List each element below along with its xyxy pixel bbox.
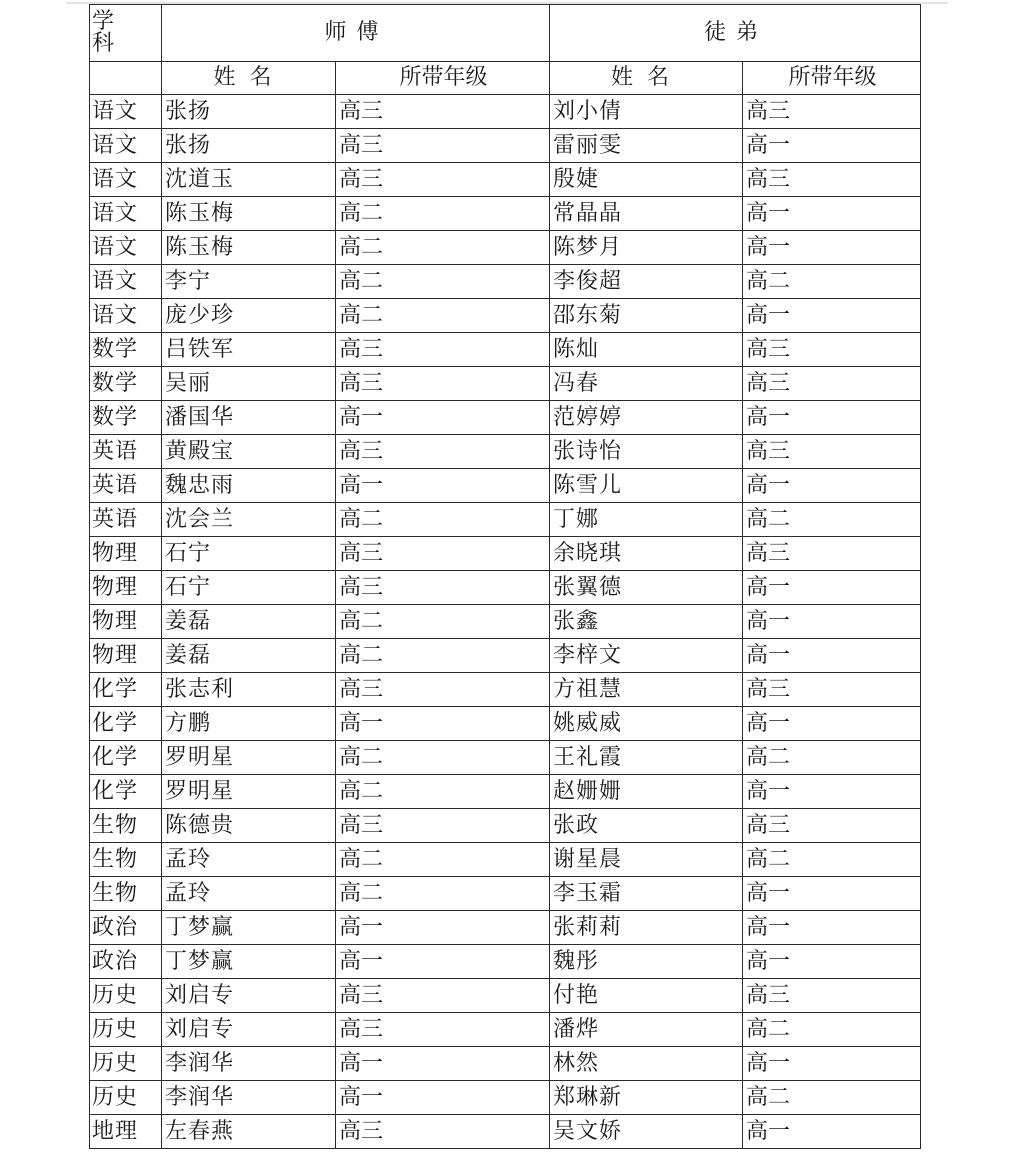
subject-cell: 物理 <box>90 537 162 571</box>
master-grade-header: 所带年级 <box>336 62 550 95</box>
subject-cell: 数学 <box>90 367 162 401</box>
subject-cell: 语文 <box>90 129 162 163</box>
subject-cell: 化学 <box>90 775 162 809</box>
subject-subheader-blank <box>90 62 162 95</box>
master-name-cell: 潘国华 <box>162 401 336 435</box>
master-name-cell: 刘启专 <box>162 1013 336 1047</box>
table-row <box>90 537 921 571</box>
subject-cell: 地理 <box>90 1115 162 1149</box>
master-name-cell: 黄殿宝 <box>162 435 336 469</box>
apprentice-grade-cell: 高三 <box>743 163 921 197</box>
table-row <box>90 673 921 707</box>
apprentice-grade-cell: 高三 <box>743 673 921 707</box>
master-name-cell: 丁梦赢 <box>162 945 336 979</box>
apprentice-grade-cell: 高一 <box>743 707 921 741</box>
table-row <box>90 333 921 367</box>
master-grade-cell: 高二 <box>336 843 550 877</box>
subject-cell: 政治 <box>90 945 162 979</box>
apprentice-name-cell: 陈梦月 <box>550 231 743 265</box>
master-grade-cell: 高二 <box>336 265 550 299</box>
master-name-cell: 方鹏 <box>162 707 336 741</box>
table-row <box>90 1013 921 1047</box>
apprentice-grade-cell: 高二 <box>743 1013 921 1047</box>
master-name-cell: 庞少珍 <box>162 299 336 333</box>
apprentice-header: 徒弟 <box>550 5 921 62</box>
table-row <box>90 435 921 469</box>
subject-cell: 数学 <box>90 333 162 367</box>
apprentice-name-cell: 付艳 <box>550 979 743 1013</box>
master-grade-cell: 高二 <box>336 639 550 673</box>
apprentice-name-cell: 李梓文 <box>550 639 743 673</box>
apprentice-grade-cell: 高二 <box>743 1081 921 1115</box>
master-name-cell: 李润华 <box>162 1047 336 1081</box>
subject-cell: 生物 <box>90 843 162 877</box>
apprentice-grade-cell: 高二 <box>743 843 921 877</box>
subject-cell: 生物 <box>90 877 162 911</box>
apprentice-name-cell: 张鑫 <box>550 605 743 639</box>
master-name-cell: 吴丽 <box>162 367 336 401</box>
subject-cell: 历史 <box>90 1047 162 1081</box>
table-row <box>90 1047 921 1081</box>
apprentice-grade-cell: 高一 <box>743 1047 921 1081</box>
master-name-cell: 陈玉梅 <box>162 231 336 265</box>
table-row <box>90 605 921 639</box>
master-name-cell: 罗明星 <box>162 741 336 775</box>
apprentice-grade-cell: 高三 <box>743 979 921 1013</box>
table-row <box>90 979 921 1013</box>
master-grade-cell: 高一 <box>336 469 550 503</box>
subject-cell: 语文 <box>90 265 162 299</box>
master-grade-cell: 高三 <box>336 673 550 707</box>
master-grade-cell: 高三 <box>336 367 550 401</box>
subject-cell: 化学 <box>90 673 162 707</box>
subject-cell: 物理 <box>90 571 162 605</box>
apprentice-grade-cell: 高一 <box>743 231 921 265</box>
apprentice-grade-cell: 高三 <box>743 333 921 367</box>
master-name-cell: 魏忠雨 <box>162 469 336 503</box>
mentor-roster-table <box>89 4 921 1149</box>
master-grade-cell: 高三 <box>336 435 550 469</box>
table-row <box>90 741 921 775</box>
subject-cell: 数学 <box>90 401 162 435</box>
master-grade-cell: 高二 <box>336 299 550 333</box>
table-row <box>90 877 921 911</box>
table-row <box>90 231 921 265</box>
apprentice-name-cell: 姚威威 <box>550 707 743 741</box>
master-name-cell: 陈玉梅 <box>162 197 336 231</box>
master-name-header: 姓名 <box>162 62 336 95</box>
apprentice-name-cell: 李玉霜 <box>550 877 743 911</box>
master-name-cell: 姜磊 <box>162 605 336 639</box>
master-header: 师傅 <box>162 5 550 62</box>
apprentice-grade-cell: 高一 <box>743 877 921 911</box>
apprentice-name-cell: 张莉莉 <box>550 911 743 945</box>
apprentice-name-cell: 陈雪儿 <box>550 469 743 503</box>
apprentice-grade-cell: 高二 <box>743 503 921 537</box>
master-name-cell: 刘启专 <box>162 979 336 1013</box>
table-row <box>90 843 921 877</box>
apprentice-grade-cell: 高一 <box>743 401 921 435</box>
subject-cell: 物理 <box>90 639 162 673</box>
apprentice-name-cell: 范婷婷 <box>550 401 743 435</box>
apprentice-name-cell: 丁娜 <box>550 503 743 537</box>
apprentice-grade-cell: 高三 <box>743 809 921 843</box>
master-name-cell: 李宁 <box>162 265 336 299</box>
apprentice-name-cell: 谢星晨 <box>550 843 743 877</box>
header-row-1 <box>90 5 921 62</box>
table-row <box>90 571 921 605</box>
apprentice-grade-cell: 高一 <box>743 945 921 979</box>
master-grade-cell: 高一 <box>336 1081 550 1115</box>
master-grade-cell: 高二 <box>336 197 550 231</box>
table-row <box>90 367 921 401</box>
table-row <box>90 809 921 843</box>
master-grade-cell: 高一 <box>336 707 550 741</box>
master-grade-cell: 高一 <box>336 945 550 979</box>
apprentice-name-cell: 王礼霞 <box>550 741 743 775</box>
apprentice-name-cell: 殷婕 <box>550 163 743 197</box>
table-row <box>90 775 921 809</box>
apprentice-name-cell: 陈灿 <box>550 333 743 367</box>
apprentice-grade-cell: 高一 <box>743 775 921 809</box>
apprentice-name-cell: 张翼德 <box>550 571 743 605</box>
master-grade-cell: 高三 <box>336 1013 550 1047</box>
master-name-cell: 孟玲 <box>162 877 336 911</box>
subject-header <box>90 5 162 62</box>
apprentice-grade-cell: 高一 <box>743 911 921 945</box>
master-grade-cell: 高三 <box>336 979 550 1013</box>
subject-cell: 化学 <box>90 741 162 775</box>
master-name-cell: 姜磊 <box>162 639 336 673</box>
apprentice-name-cell: 潘烨 <box>550 1013 743 1047</box>
master-grade-cell: 高一 <box>336 1047 550 1081</box>
table-row <box>90 299 921 333</box>
apprentice-name-cell: 邵东菊 <box>550 299 743 333</box>
master-grade-cell: 高三 <box>336 129 550 163</box>
subject-cell: 语文 <box>90 163 162 197</box>
subject-header-char: 科 <box>92 31 115 56</box>
table-row <box>90 503 921 537</box>
apprentice-grade-cell: 高三 <box>743 537 921 571</box>
apprentice-grade-cell: 高二 <box>743 741 921 775</box>
table-row <box>90 401 921 435</box>
subject-cell: 历史 <box>90 1081 162 1115</box>
master-grade-cell: 高三 <box>336 163 550 197</box>
apprentice-grade-cell: 高三 <box>743 435 921 469</box>
subject-header-char: 学 <box>92 9 115 34</box>
apprentice-name-cell: 刘小倩 <box>550 95 743 129</box>
master-name-cell: 李润华 <box>162 1081 336 1115</box>
master-grade-cell: 高二 <box>336 231 550 265</box>
table-row <box>90 163 921 197</box>
apprentice-name-cell: 林然 <box>550 1047 743 1081</box>
apprentice-grade-cell: 高一 <box>743 605 921 639</box>
master-name-cell: 张志利 <box>162 673 336 707</box>
subject-cell: 语文 <box>90 231 162 265</box>
apprentice-name-cell: 冯春 <box>550 367 743 401</box>
apprentice-name-cell: 常晶晶 <box>550 197 743 231</box>
subject-cell: 英语 <box>90 469 162 503</box>
subject-cell: 历史 <box>90 979 162 1013</box>
apprentice-name-header: 姓名 <box>550 62 743 95</box>
master-grade-cell: 高二 <box>336 877 550 911</box>
apprentice-name-cell: 魏彤 <box>550 945 743 979</box>
subject-cell: 英语 <box>90 435 162 469</box>
table-row <box>90 95 921 129</box>
apprentice-name-cell: 吴文娇 <box>550 1115 743 1149</box>
table-row <box>90 197 921 231</box>
table-row <box>90 911 921 945</box>
master-name-cell: 张扬 <box>162 129 336 163</box>
subject-cell: 物理 <box>90 605 162 639</box>
master-name-cell: 石宁 <box>162 571 336 605</box>
master-name-cell: 丁梦赢 <box>162 911 336 945</box>
subject-cell: 语文 <box>90 95 162 129</box>
master-grade-cell: 高三 <box>336 1115 550 1149</box>
master-name-cell: 孟玲 <box>162 843 336 877</box>
master-grade-cell: 高二 <box>336 741 550 775</box>
apprentice-name-cell: 李俊超 <box>550 265 743 299</box>
apprentice-grade-cell: 高一 <box>743 1115 921 1149</box>
apprentice-name-cell: 余晓琪 <box>550 537 743 571</box>
apprentice-name-cell: 张政 <box>550 809 743 843</box>
master-grade-cell: 高三 <box>336 571 550 605</box>
apprentice-name-cell: 方祖慧 <box>550 673 743 707</box>
master-name-cell: 陈德贵 <box>162 809 336 843</box>
apprentice-grade-cell: 高一 <box>743 639 921 673</box>
master-name-cell: 罗明星 <box>162 775 336 809</box>
subject-cell: 化学 <box>90 707 162 741</box>
table-row <box>90 469 921 503</box>
master-grade-cell: 高二 <box>336 605 550 639</box>
subject-cell: 历史 <box>90 1013 162 1047</box>
apprentice-grade-cell: 高一 <box>743 299 921 333</box>
apprentice-name-cell: 赵姗姗 <box>550 775 743 809</box>
apprentice-grade-cell: 高三 <box>743 95 921 129</box>
apprentice-grade-cell: 高三 <box>743 367 921 401</box>
table-row <box>90 1115 921 1149</box>
apprentice-grade-cell: 高二 <box>743 265 921 299</box>
master-name-cell: 左春燕 <box>162 1115 336 1149</box>
apprentice-name-cell: 雷丽雯 <box>550 129 743 163</box>
apprentice-name-cell: 郑琳新 <box>550 1081 743 1115</box>
master-grade-cell: 高一 <box>336 911 550 945</box>
table-row <box>90 129 921 163</box>
apprentice-grade-header: 所带年级 <box>743 62 921 95</box>
apprentice-grade-cell: 高一 <box>743 469 921 503</box>
header-row-2 <box>90 62 921 95</box>
master-grade-cell: 高二 <box>336 503 550 537</box>
master-name-cell: 石宁 <box>162 537 336 571</box>
apprentice-grade-cell: 高一 <box>743 129 921 163</box>
apprentice-name-cell: 张诗怡 <box>550 435 743 469</box>
master-name-cell: 张扬 <box>162 95 336 129</box>
master-grade-cell: 高一 <box>336 401 550 435</box>
table-row <box>90 707 921 741</box>
apprentice-grade-cell: 高一 <box>743 571 921 605</box>
subject-cell: 语文 <box>90 197 162 231</box>
apprentice-grade-cell: 高一 <box>743 197 921 231</box>
table-row <box>90 945 921 979</box>
master-grade-cell: 高三 <box>336 537 550 571</box>
subject-cell: 政治 <box>90 911 162 945</box>
master-grade-cell: 高三 <box>336 95 550 129</box>
master-name-cell: 沈道玉 <box>162 163 336 197</box>
table-row <box>90 265 921 299</box>
master-name-cell: 沈会兰 <box>162 503 336 537</box>
subject-cell: 语文 <box>90 299 162 333</box>
master-grade-cell: 高三 <box>336 809 550 843</box>
master-grade-cell: 高三 <box>336 333 550 367</box>
master-name-cell: 吕铁军 <box>162 333 336 367</box>
subject-cell: 生物 <box>90 809 162 843</box>
subject-cell: 英语 <box>90 503 162 537</box>
table-row <box>90 1081 921 1115</box>
master-grade-cell: 高二 <box>336 775 550 809</box>
table-row <box>90 639 921 673</box>
